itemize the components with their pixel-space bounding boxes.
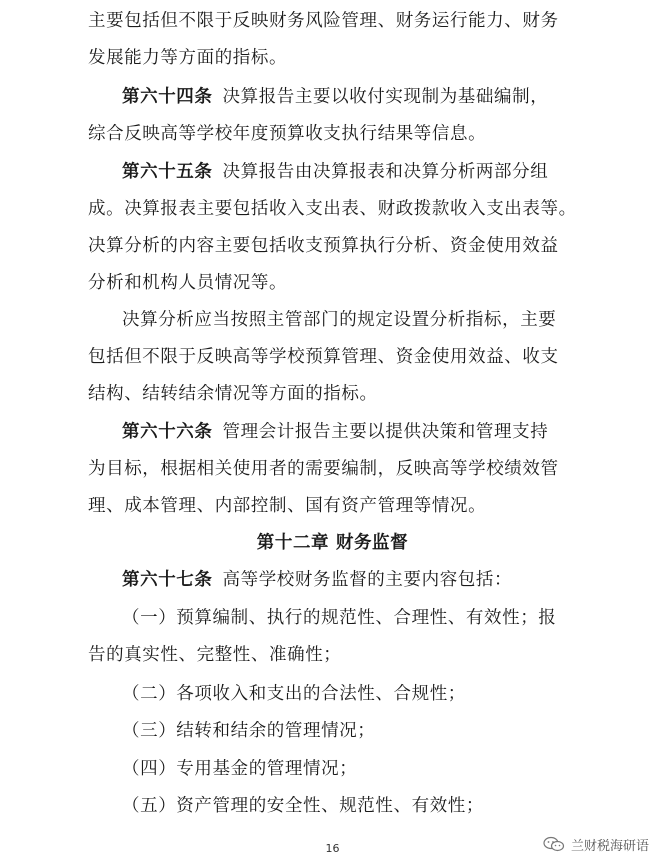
text-line: 成。决算报表主要包括收入支出表、财政拨款收入支出表等。 [88,199,577,219]
text-line: 决算分析的内容主要包括收支预算执行分析、资金使用效益 [88,236,559,256]
article-64: 第六十四条 决算报告主要以收付实现制为基础编制， [122,87,549,107]
list-item: （三）结转和结余的管理情况； [122,721,376,741]
article-heading: 第六十六条 [122,422,213,442]
wechat-icon [543,836,565,852]
text-line: 主要包括但不限于反映财务风险管理、财务运行能力、财务 [88,11,559,31]
text-line: 发展能力等方面的指标。 [88,48,288,68]
list-item: （二）各项收入和支出的合法性、合规性； [122,684,466,704]
text-line: 理、成本管理、内部控制、国有资产管理等情况。 [88,496,487,516]
watermark [543,834,649,854]
text-line: 包括但不限于反映高等学校预算管理、资金使用效益、收支 [88,347,559,367]
text-line: 为目标，根据相关使用者的需要编制，反映高等学校绩效管 [88,459,559,479]
page-number: 16 [325,842,340,855]
text-line: 决算分析应当按照主管部门的规定设置分析指标，主要 [122,310,557,330]
text-line: 告的真实性、完整性、准确性； [88,645,342,665]
article-66: 第六十六条 管理会计报告主要以提供决策和管理支持 [122,422,549,442]
chapter-title: 第十二章 财务监督 [256,533,409,553]
article-heading: 第六十七条 [122,570,213,590]
watermark-label: 兰财税海研语 [570,838,649,854]
list-item: （四）专用基金的管理情况； [122,759,358,779]
article-65: 第六十五条 决算报告由决算报表和决算分析两部分组 [122,162,549,182]
text-line: 结构、结转结余情况等方面的指标。 [88,384,378,404]
list-item: （一）预算编制、执行的规范性、合理性、有效性；报 [122,608,557,628]
text-line: 分析和机构人员情况等。 [88,273,288,293]
article-67: 第六十七条 高等学校财务监督的主要内容包括： [122,570,513,590]
article-heading: 第六十五条 [122,162,213,182]
article-heading: 第六十四条 [122,87,213,107]
list-item: （五）资产管理的安全性、规范性、有效性； [122,796,484,816]
text-line: 综合反映高等学校年度预算收支执行结果等信息。 [88,124,487,144]
